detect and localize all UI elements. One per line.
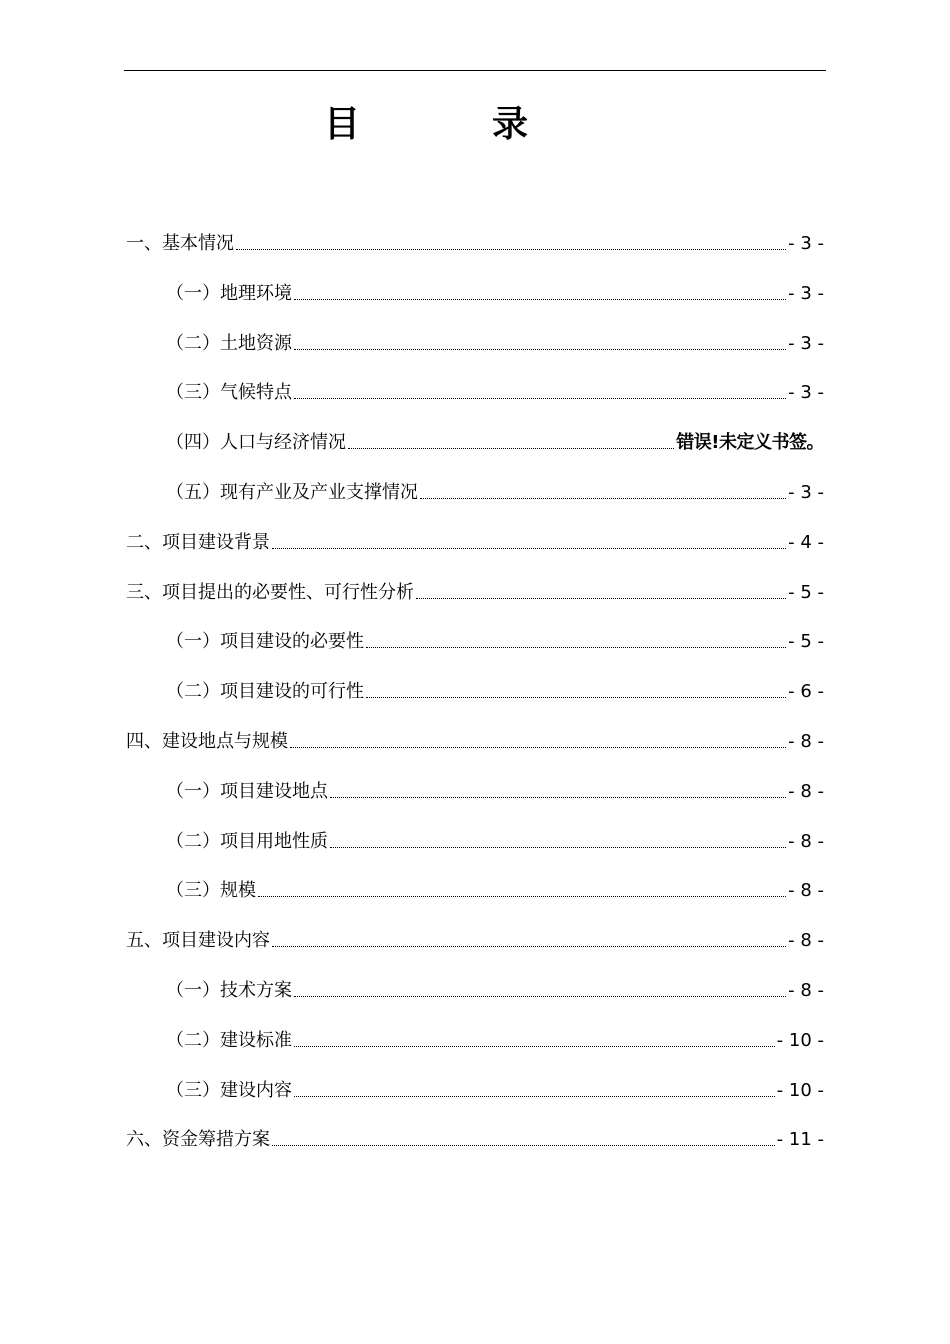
toc-entry-label: 三、项目提出的必要性、可行性分析 [126,581,414,603]
toc-error-text: 错误!未定义书签。 [676,432,824,454]
toc-page-number: - 8 - [788,880,824,902]
toc-page-number: - 6 - [788,681,824,703]
toc-dot-leader [272,1145,775,1146]
toc-page-number: - 8 - [788,830,824,852]
toc-dot-leader [420,498,786,499]
toc-page-number: - 8 - [788,780,824,802]
toc-entry[interactable] [126,1126,824,1154]
toc-entry-label: （二）项目用地性质 [166,830,328,852]
toc-entry-label: 一、基本情况 [126,233,234,254]
toc-page-number: - 4 - [788,531,824,553]
toc-dot-leader [348,448,674,449]
toc-entry[interactable] [166,628,824,656]
toc-entry-label: 二、项目建设背景 [126,531,270,553]
toc-entry[interactable] [126,579,824,607]
toc-page-number: - 3 - [788,282,824,304]
toc-entry[interactable] [166,479,824,507]
toc-entry-label: （二）建设标准 [166,1029,292,1051]
toc-dot-leader [290,747,786,748]
toc-page-number: - 3 - [788,382,824,404]
toc-page-number: - 8 - [788,980,824,1001]
toc-entry[interactable] [166,379,824,407]
toc-entry-label: （五）现有产业及产业支撑情况 [166,482,418,503]
toc-entry-label: （一）地理环境 [166,282,292,304]
toc-entry[interactable] [166,877,824,905]
toc-dot-leader [416,598,786,599]
toc-page-number: - 10 - [776,1079,824,1101]
toc-dot-leader [330,797,786,798]
toc-dot-leader [272,548,786,549]
toc-entry[interactable] [126,529,824,557]
toc-page-number: - 8 - [788,930,824,952]
toc-entry-label: 四、建设地点与规模 [126,731,288,752]
toc-dot-leader [366,697,786,698]
toc-entry-label: （一）项目建设的必要性 [166,631,364,653]
toc-entry[interactable] [166,828,824,856]
toc-entry[interactable] [166,678,824,706]
toc-dot-leader [366,647,786,648]
toc-entry[interactable] [166,778,824,806]
toc-entry-label: （二）土地资源 [166,332,292,354]
toc-dot-leader [294,299,786,300]
toc-page-number: - 3 - [788,233,824,254]
toc-entry[interactable] [166,280,824,308]
toc-page-number: - 5 - [788,631,824,653]
toc-dot-leader [330,847,786,848]
toc-entry-label: （三）规模 [166,880,256,902]
toc-entry-label: 六、资金筹措方案 [126,1129,270,1151]
toc-dot-leader [294,398,786,399]
toc-entry-label: （三）建设内容 [166,1079,292,1101]
toc-entry-label: （一）技术方案 [166,980,292,1001]
toc-dot-leader [294,1096,775,1097]
toc-entry-label: 五、项目建设内容 [126,930,270,952]
toc-page-number: - 3 - [788,332,824,354]
toc-entry-label: （四）人口与经济情况 [166,432,346,454]
toc-entry-label: （一）项目建设地点 [166,780,328,802]
toc-page-number: - 8 - [788,731,824,752]
toc-dot-leader [294,1046,775,1047]
toc-page-number: - 10 - [776,1029,824,1051]
toc-dot-leader [294,349,786,350]
toc-entry[interactable] [126,728,824,756]
toc-dot-leader [236,249,786,250]
toc-page-number: - 5 - [788,581,824,603]
toc-dot-leader [272,946,786,947]
toc-entry[interactable] [166,1027,824,1055]
toc-entry[interactable] [166,429,824,457]
toc-page-number: - 3 - [788,482,824,503]
toc-entry[interactable] [126,927,824,955]
page-title: 目 录 [323,104,576,145]
toc-entry-label: （三）气候特点 [166,382,292,404]
toc-dot-leader [294,996,786,997]
toc-entry[interactable] [166,1077,824,1105]
toc-dot-leader [258,896,786,897]
toc-entry[interactable] [126,230,824,258]
toc-page-number: - 11 - [776,1129,824,1151]
toc-entry[interactable] [166,977,824,1005]
toc-entry-label: （二）项目建设的可行性 [166,681,364,703]
toc-entry[interactable] [166,330,824,358]
